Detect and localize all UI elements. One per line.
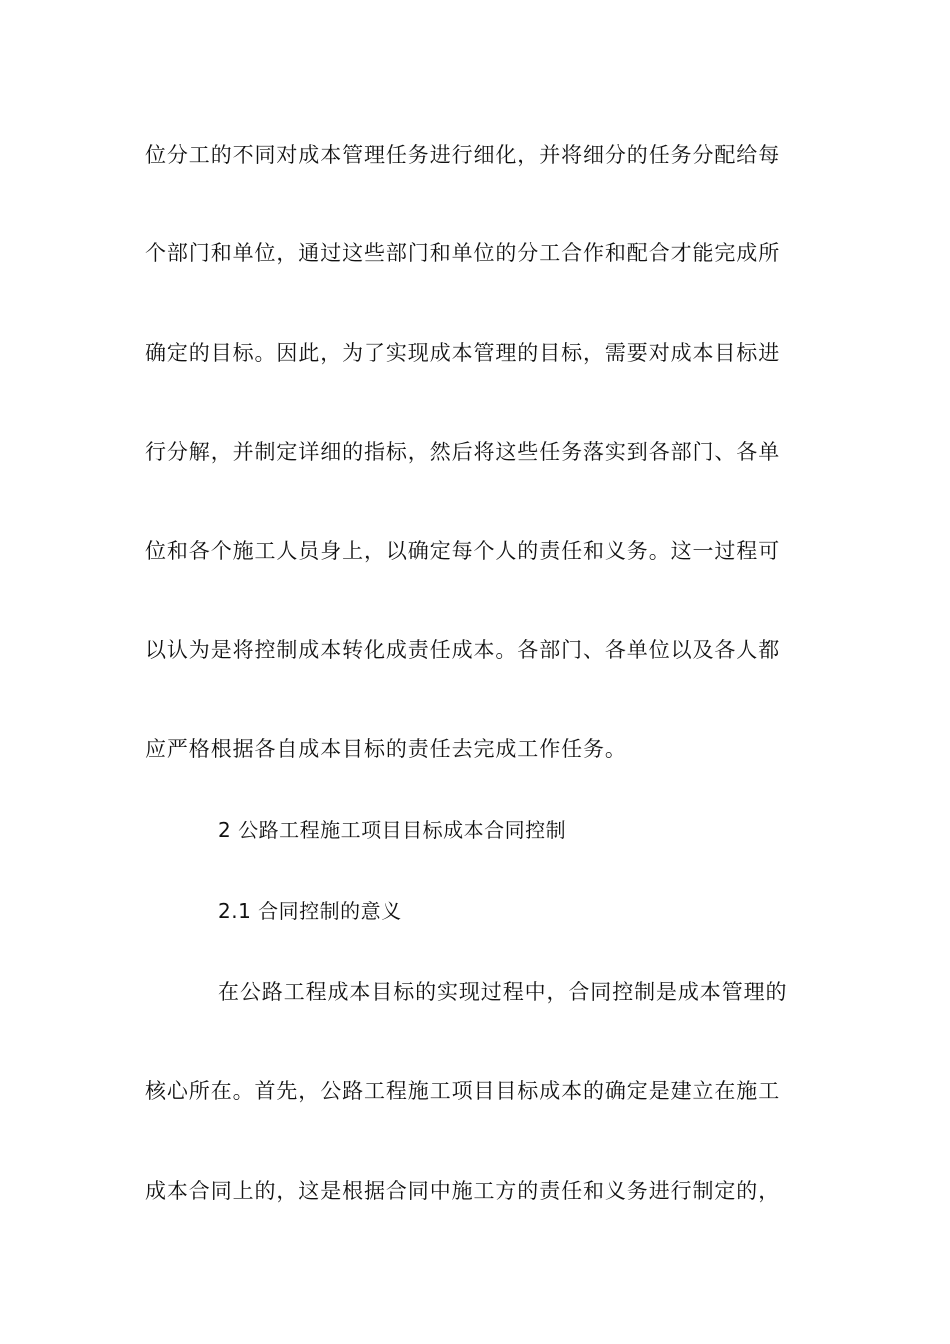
- subsection-heading: 2.1 合同控制的意义: [218, 899, 402, 923]
- paragraph-line: 确定的目标。因此，为了实现成本管理的目标，需要对成本目标进: [145, 341, 781, 365]
- paragraph-line: 在公路工程成本目标的实现过程中，合同控制是成本管理的: [218, 980, 788, 1004]
- paragraph-line: 位分工的不同对成本管理任务进行细化，并将细分的任务分配给每: [145, 143, 781, 167]
- paragraph-line: 核心所在。首先，公路工程施工项目目标成本的确定是建立在施工: [145, 1079, 781, 1103]
- paragraph-line: 个部门和单位，通过这些部门和单位的分工合作和配合才能完成所: [145, 241, 781, 265]
- paragraph-line: 成本合同上的，这是根据合同中施工方的责任和义务进行制定的，: [145, 1179, 781, 1203]
- paragraph-line: 行分解，并制定详细的指标，然后将这些任务落实到各部门、各单: [145, 440, 781, 464]
- paragraph-line: 应严格根据各自成本目标的责任去完成工作任务。: [145, 737, 627, 761]
- section-heading: 2 公路工程施工项目目标成本合同控制: [218, 818, 567, 842]
- paragraph-line: 以认为是将控制成本转化成责任成本。各部门、各单位以及各人都: [145, 638, 781, 662]
- paragraph-line: 位和各个施工人员身上，以确定每个人的责任和义务。这一过程可: [145, 539, 781, 563]
